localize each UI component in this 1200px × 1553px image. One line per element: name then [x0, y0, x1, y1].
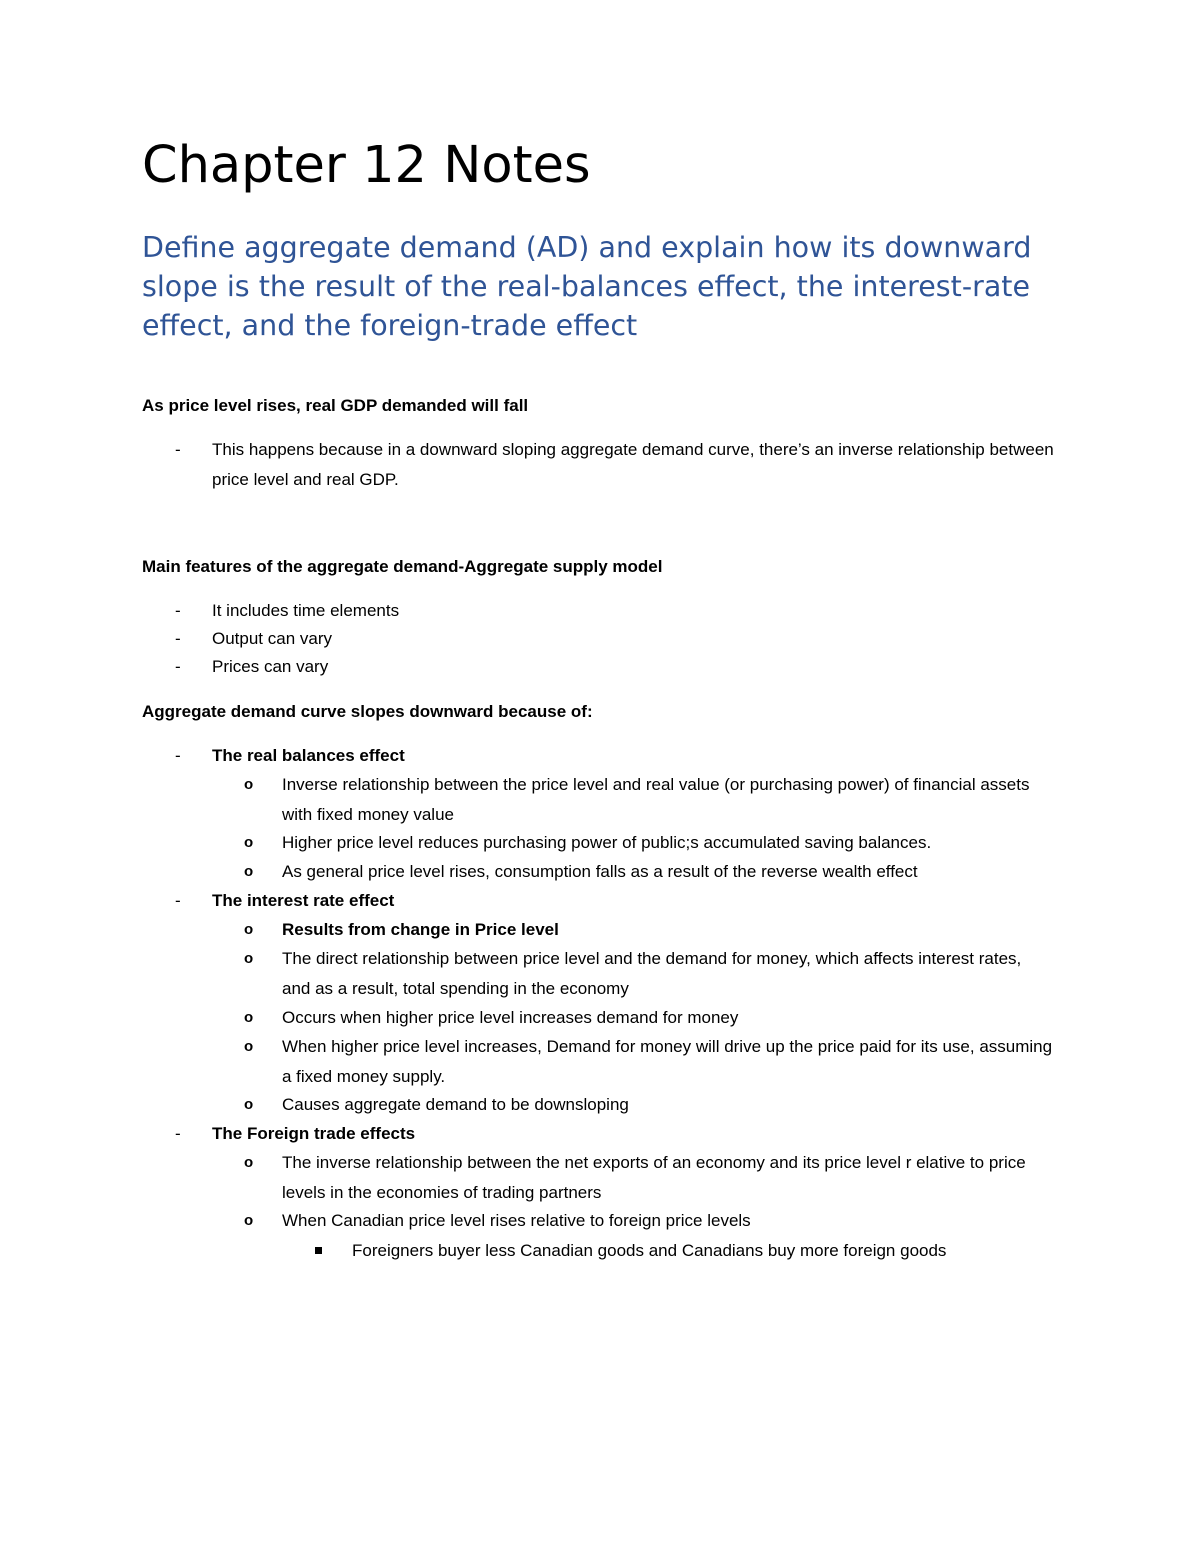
list-item-text: The direct relationship between price level and the demand for money, which affects interest rates, and as a result, total spending in the economy: [282, 949, 1022, 998]
list-item: [244, 944, 1052, 1003]
circle-bullet: o: [244, 863, 254, 880]
section-heading: Aggregate demand curve slopes downward because of:: [142, 702, 593, 721]
page-subtitle: Define aggregate demand (AD) and explain how its downward slope is the result of the real-balances effect, the interest-rate effect, and the foreign-trade effect: [142, 231, 1032, 342]
circle-bullet: o: [244, 1038, 254, 1055]
dash-bullet: -: [175, 1124, 181, 1143]
list-item: [244, 770, 1042, 829]
list-item: [175, 1119, 416, 1149]
list-item: [175, 652, 329, 682]
circle-bullet: o: [244, 950, 254, 967]
list-item: [175, 624, 333, 654]
dash-bullet: -: [175, 601, 181, 620]
list-item-text: Higher price level reduces purchasing power of public;s accumulated saving balances.: [282, 833, 932, 852]
list-item: [352, 1236, 946, 1266]
list-item: [244, 1003, 739, 1033]
list-item-text: When higher price level increases, Demand for money will drive up the price paid for its use, assuming a fixed money supply.: [282, 1037, 1053, 1086]
list-item: [244, 828, 932, 858]
circle-bullet: o: [244, 1009, 254, 1026]
list-item-text: Results from change in Price level: [282, 920, 559, 939]
circle-bullet: o: [244, 1212, 254, 1229]
list-item: [244, 1032, 1057, 1091]
list-item: [244, 1090, 629, 1120]
circle-bullet: o: [244, 1154, 254, 1171]
section-heading: As price level rises, real GDP demanded will fall: [142, 396, 529, 415]
page-title: Chapter 12 Notes: [142, 136, 591, 195]
square-bullet-icon: [315, 1247, 322, 1254]
list-item-text: It includes time elements: [212, 601, 400, 620]
list-item-text: When Canadian price level rises relative to foreign price levels: [282, 1211, 751, 1230]
list-item-text: Inverse relationship between the price level and real value (or purchasing power) of financial assets with fixed money value: [282, 775, 1030, 824]
list-item: [175, 741, 405, 771]
dash-bullet: -: [175, 891, 181, 910]
list-item-text: Foreigners buyer less Canadian goods and Canadians buy more foreign goods: [352, 1241, 947, 1260]
list-item-text: Prices can vary: [212, 657, 329, 676]
list-item: [244, 857, 918, 887]
section-heading: Main features of the aggregate demand-Aggregate supply model: [142, 557, 663, 576]
list-item-text: Output can vary: [212, 629, 333, 648]
list-item-text: As general price level rises, consumption falls as a result of the reverse wealth effect: [282, 862, 918, 881]
effect-label: The Foreign trade effects: [212, 1124, 416, 1143]
list-item: [175, 596, 400, 626]
dash-bullet: -: [175, 657, 181, 676]
circle-bullet: o: [244, 921, 254, 938]
circle-bullet: o: [244, 834, 254, 851]
list-item: [244, 1206, 751, 1236]
dash-bullet: -: [175, 629, 181, 648]
list-item-text: Occurs when higher price level increases demand for money: [282, 1008, 739, 1027]
effect-label: The interest rate effect: [212, 891, 395, 910]
list-item-text: This happens because in a downward sloping aggregate demand curve, there’s an inverse relationship between price level and real GDP.: [212, 440, 1054, 489]
dash-bullet: -: [175, 440, 181, 459]
list-item-text: The inverse relationship between the net exports of an economy and its price level r elative to price levels in the economies of trading partners: [282, 1153, 1026, 1202]
list-item: [244, 915, 559, 945]
list-item: [244, 1148, 1042, 1207]
list-item-text: Causes aggregate demand to be downsloping: [282, 1095, 629, 1114]
list-item: [175, 435, 1062, 494]
list-item: [175, 886, 395, 916]
dash-bullet: -: [175, 746, 181, 765]
effect-label: The real balances effect: [212, 746, 405, 765]
circle-bullet: o: [244, 1096, 254, 1113]
circle-bullet: o: [244, 776, 254, 793]
